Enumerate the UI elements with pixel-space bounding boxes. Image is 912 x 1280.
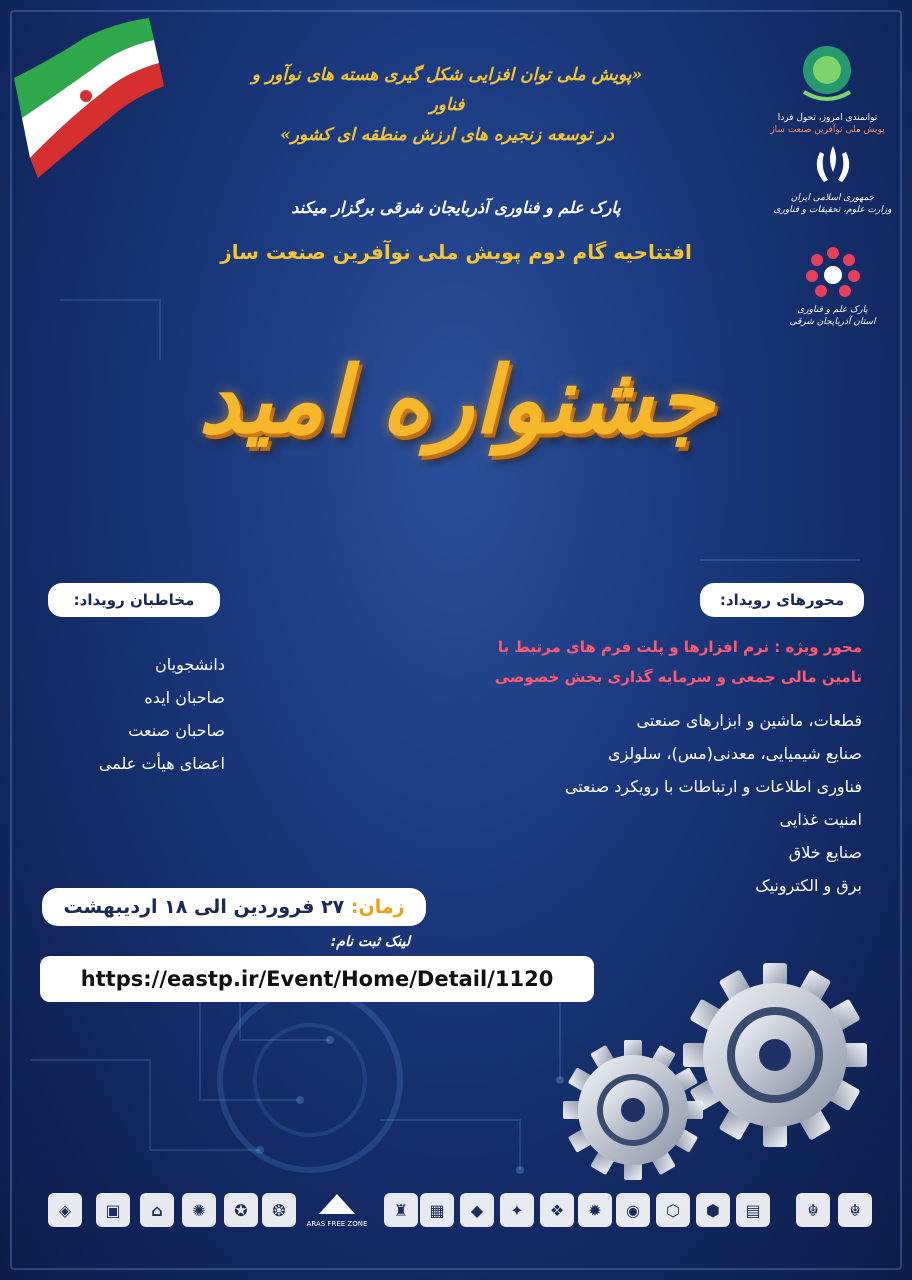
event-subtitle: افتتاحیه گام دوم پویش ملی نوآفرین صنعت ساز — [220, 240, 692, 264]
audience-label: مخاطبان رویداد: — [48, 583, 220, 617]
partner-logo-icon: ⬡ — [656, 1193, 690, 1227]
campaign-logo — [792, 40, 862, 110]
partner-logo-icon: ✹ — [578, 1193, 612, 1227]
audience-item: صاحبان ایده — [144, 688, 225, 707]
registration-label: لینک ثبت نام: — [330, 934, 410, 950]
partner-logo-icon: ◈ — [48, 1193, 82, 1227]
gears-illustration — [555, 960, 875, 1190]
ministry-caption-line-2: وزارت علوم، تحقیقات و فناوری — [773, 205, 892, 215]
registration-link[interactable]: https://eastp.ir/Event/Home/Detail/1120 — [40, 956, 594, 1002]
partner-logo-icon: ♜ — [384, 1193, 418, 1227]
partner-logo-icon: ▤ — [736, 1193, 770, 1227]
partner-logo-icon: ❂ — [262, 1193, 296, 1227]
topic-item: امنیت غذایی — [779, 810, 862, 829]
aras-free-zone-logo — [302, 1190, 372, 1228]
campaign-tagline — [247, 60, 647, 150]
aras-free-zone-caption: ARAS FREE ZONE — [306, 1220, 368, 1228]
large-gear-icon — [683, 963, 867, 1147]
topics-label: محورهای رویداد: — [700, 583, 864, 617]
partner-logo-icon: ☬ — [838, 1193, 872, 1227]
science-park-caption-line-1: پارک علم و فناوری — [797, 305, 868, 315]
topic-item: برق و الکترونیک — [755, 876, 862, 895]
partner-logo-icon: ✦ — [500, 1193, 534, 1227]
iran-flag-icon — [14, 18, 164, 178]
partner-logo-icon: ☬ — [796, 1193, 830, 1227]
tagline-line-1: «پویش ملی توان افزایی شکل گیری هسته های نوآور و فناور — [251, 65, 643, 115]
topic-item: قطعات، ماشین و ابزارهای صنعتی — [636, 711, 862, 730]
ministry-caption-line-1: جمهوری اسلامی ایران — [790, 193, 875, 203]
mountain-icon — [317, 1190, 357, 1216]
special-topic-line-1: محور ویژه : نرم افزارها و پلت فرم های مرتبط با — [497, 638, 862, 656]
small-gear-icon — [563, 1040, 703, 1180]
festival-title: جشنواره امید — [198, 346, 714, 454]
campaign-caption-line-2: پویش ملی نوآفرین صنعت ساز — [770, 125, 885, 135]
topic-item: صنایع خلاق — [788, 843, 862, 862]
iran-emblem-icon — [808, 142, 858, 188]
partner-logo-icon: ✺ — [182, 1193, 216, 1227]
partner-logo-icon: ⬢ — [696, 1193, 730, 1227]
partner-logo-icon: ▦ — [420, 1193, 454, 1227]
topic-item: فناوری اطلاعات و ارتباطات با رویکرد صنعتی — [564, 777, 862, 796]
tagline-line-2: در توسعه زنجیره های ارزش منطقه ای کشور» — [280, 125, 614, 145]
topic-item: صنایع شیمیایی، معدنی(مس)، سلولزی — [608, 744, 862, 763]
organizer-line: پارک علم و فناوری آذربایجان شرقی برگزار میکند — [291, 198, 621, 217]
audience-item: اعضای هیأت علمی — [98, 754, 225, 773]
partner-logo-icon: ✪ — [224, 1193, 258, 1227]
schedule-value: ۲۷ فروردین الی ۱۸ اردیبهشت — [63, 896, 345, 918]
audience-item: صاحبان صنعت — [128, 721, 225, 740]
audience-item: دانشجویان — [155, 655, 225, 674]
partner-logo-icon: ❖ — [540, 1193, 574, 1227]
schedule-pill — [42, 888, 426, 926]
schedule-label: زمان: — [350, 896, 405, 918]
partner-logo-icon: ◆ — [460, 1193, 494, 1227]
special-topic-line-2: تامین مالی جمعی و سرمایه گذاری بخش خصوصی — [494, 668, 862, 686]
topics-list — [420, 704, 862, 902]
partner-logo-icon: ▣ — [96, 1193, 130, 1227]
campaign-logo-caption — [770, 112, 885, 136]
audience-list — [40, 648, 225, 780]
campaign-caption-line-1: توانمندی امروز، تحول فردا — [777, 113, 878, 123]
partner-logo-icon: ◉ — [616, 1193, 650, 1227]
science-park-caption-line-2: استان آذربایجان شرقی — [789, 317, 876, 327]
special-topic — [390, 632, 862, 692]
partner-logo-icon: ⌂ — [140, 1193, 174, 1227]
